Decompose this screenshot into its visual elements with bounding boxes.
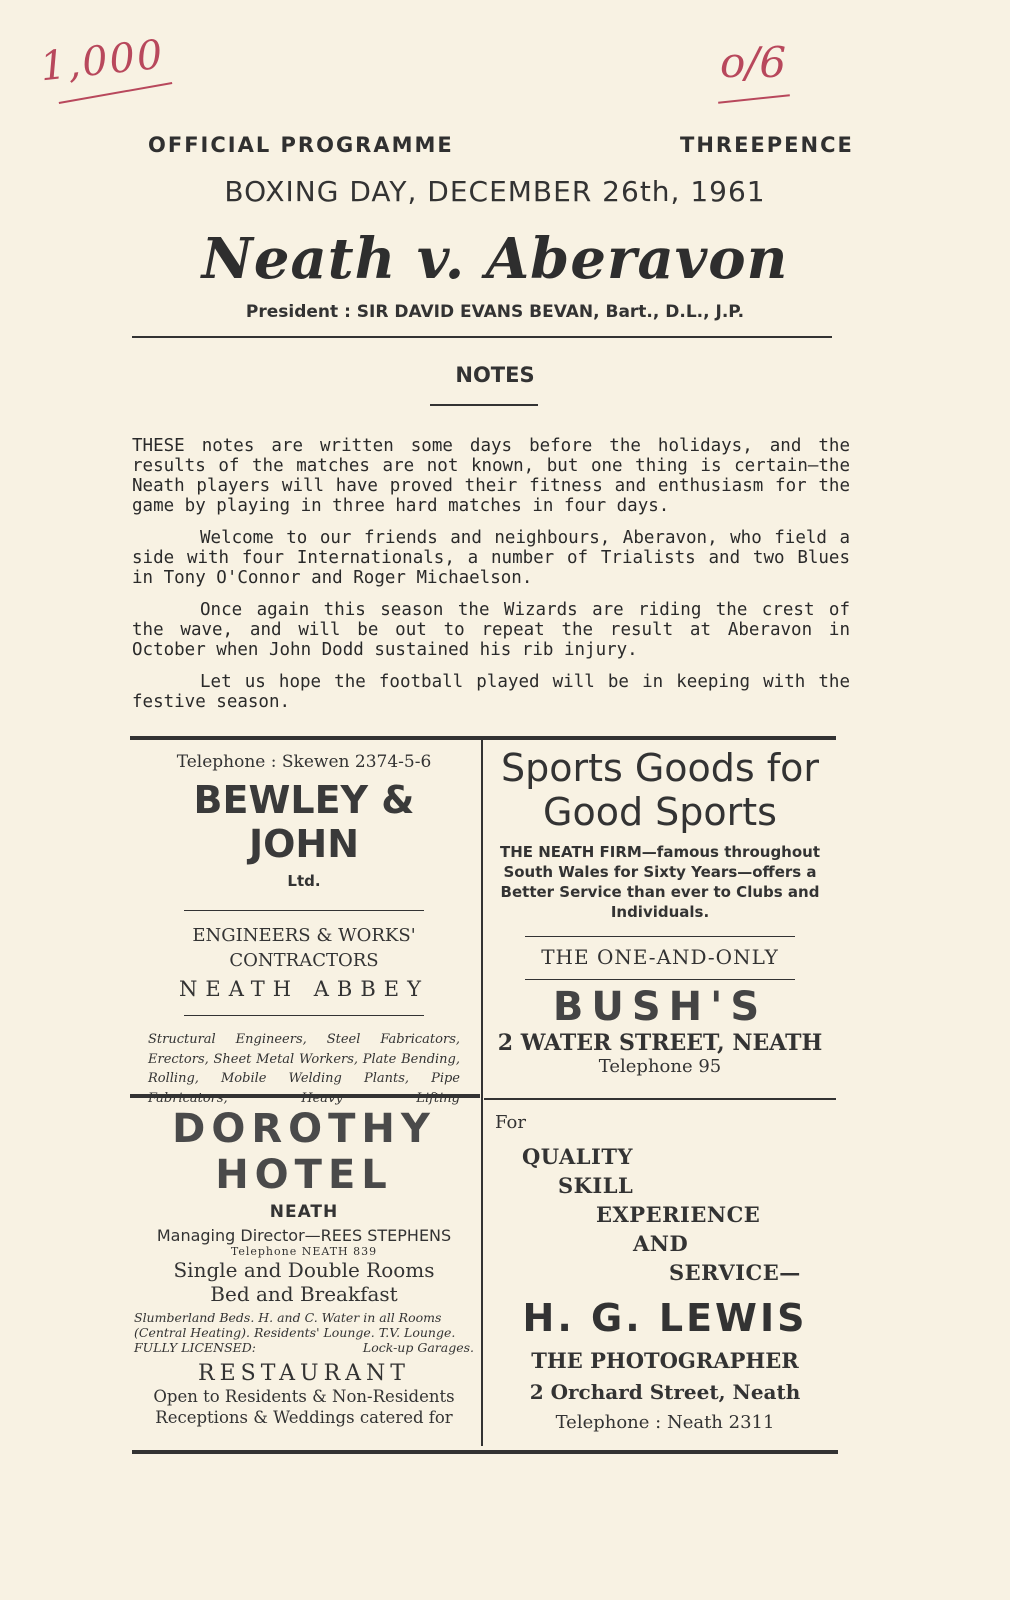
notes-paragraph: Let us hope the football played will be in keeping with the festive season.	[132, 672, 850, 712]
president-line: President : SIR DAVID EVANS BEVAN, Bart., D.L., J.P.	[245, 302, 745, 322]
notes-paragraph: Once again this season the Wizards are riding the crest of the wave, and will be out to repeat the result at Aberavon in October when John Dodd sustained his rib injury.	[132, 600, 850, 660]
handwritten-underline-right	[718, 94, 790, 104]
bewley-services: Structural Engineers, Steel Fabricators, Erectors, Sheet Metal Workers, Plate Bending, Rolling, Mobile Welding Plants, Pipe Fabricators, Heavy Lifting	[148, 1032, 460, 1106]
bush-telephone: Telephone 95	[598, 1056, 722, 1077]
lewis-title: THE PHOTOGRAPHER	[531, 1348, 799, 1373]
lewis-quality: QUALITY	[522, 1144, 633, 1169]
dorothy-amenities: Slumberland Beds. H. and C. Water in all Rooms (Central Heating). Residents' Lounge. T.V. Lounge.	[134, 1310, 456, 1340]
lewis-experience: EXPERIENCE	[596, 1202, 761, 1227]
lewis-and: AND	[633, 1231, 689, 1256]
ads-bottom-rule	[132, 1450, 838, 1454]
ad-bewley-john	[136, 752, 472, 1108]
bush-name: BUSH'S	[552, 984, 768, 1030]
ad-bushs	[488, 746, 832, 1077]
notes-body	[132, 436, 850, 724]
dorothy-rooms-2: Bed and Breakfast	[210, 1282, 398, 1306]
official-programme-label: OFFICIAL PROGRAMME	[148, 133, 454, 157]
notes-paragraph: THESE notes are written some days before the holidays, and the results of the matches are not known, but one thing is certain—the Neath players will have proved their fitness and enthusiasm for the game by playing in three hard matches in four days.	[132, 436, 850, 516]
bewley-rule	[184, 910, 424, 911]
bush-address: 2 WATER STREET, NEATH	[497, 1030, 823, 1056]
dorothy-open: Open to Residents & Non-Residents	[153, 1387, 455, 1406]
bewley-place: NEATH ABBEY	[179, 977, 429, 1001]
bush-headline-2: Good Sports	[543, 790, 777, 834]
bewley-rule-2	[184, 1015, 424, 1016]
lewis-address: 2 Orchard Street, Neath	[529, 1380, 801, 1404]
dorothy-director: Managing Director—REES STEPHENS	[156, 1226, 452, 1245]
bush-headline-1: Sports Goods for	[500, 746, 820, 790]
bewley-telephone: Telephone : Skewen 2374-5-6	[176, 752, 432, 772]
lewis-skill: SKILL	[558, 1173, 634, 1198]
bush-one-only: THE ONE-AND-ONLY	[541, 945, 779, 969]
dorothy-rooms-1: Single and Double Rooms	[173, 1258, 435, 1282]
dorothy-licence-row	[134, 1340, 474, 1355]
lewis-name: H. G. LEWIS	[522, 1296, 808, 1340]
match-title: Neath v. Aberavon	[201, 226, 789, 292]
bewley-line2: CONTRACTORS	[229, 950, 379, 971]
bush-rule	[525, 936, 795, 937]
bush-blurb: THE NEATH FIRM—famous throughout South Wales for Sixty Years—offers a Better Service than ever to Clubs and Individuals.	[499, 843, 821, 921]
lewis-telephone: Telephone : Neath 2311	[555, 1412, 775, 1433]
dorothy-restaurant: RESTAURANT	[198, 1361, 410, 1386]
notes-title-rule	[430, 404, 538, 406]
ads-right-middle-rule	[484, 1098, 836, 1100]
lewis-service: SERVICE—	[669, 1260, 801, 1285]
ads-center-divider	[481, 740, 483, 1446]
price-label: THREEPENCE	[680, 133, 854, 157]
bewley-ltd: Ltd.	[287, 872, 321, 890]
handwritten-number: 1,000	[37, 31, 167, 91]
bewley-line1: ENGINEERS & WORKS'	[192, 925, 416, 946]
dorothy-licensed: FULLY LICENSED:	[134, 1340, 257, 1355]
dorothy-place: NEATH	[269, 1202, 339, 1222]
notes-paragraph: Welcome to our friends and neighbours, Aberavon, who field a side with four Internationals, a number of Trialists and two Blues in Tony O'Connor and Roger Michaelson.	[132, 528, 850, 588]
header-rule	[132, 336, 832, 338]
handwritten-price: o/6	[720, 38, 787, 87]
lewis-for: For	[495, 1112, 526, 1133]
dorothy-garages: Lock-up Garages.	[362, 1340, 474, 1355]
notes-title: NOTES	[455, 363, 535, 387]
dorothy-name-2: HOTEL	[215, 1152, 393, 1198]
bush-rule-2	[525, 979, 795, 980]
dorothy-name-1: DOROTHY	[172, 1106, 436, 1152]
ad-dorothy-hotel	[134, 1106, 474, 1428]
match-date: BOXING DAY, DECEMBER 26th, 1961	[224, 175, 766, 208]
dorothy-telephone: Telephone NEATH 839	[230, 1245, 378, 1258]
ads-top-rule	[130, 736, 836, 740]
bewley-name: BEWLEY & JOHN	[193, 778, 415, 866]
dorothy-receptions: Receptions & Weddings catered for	[155, 1408, 453, 1427]
